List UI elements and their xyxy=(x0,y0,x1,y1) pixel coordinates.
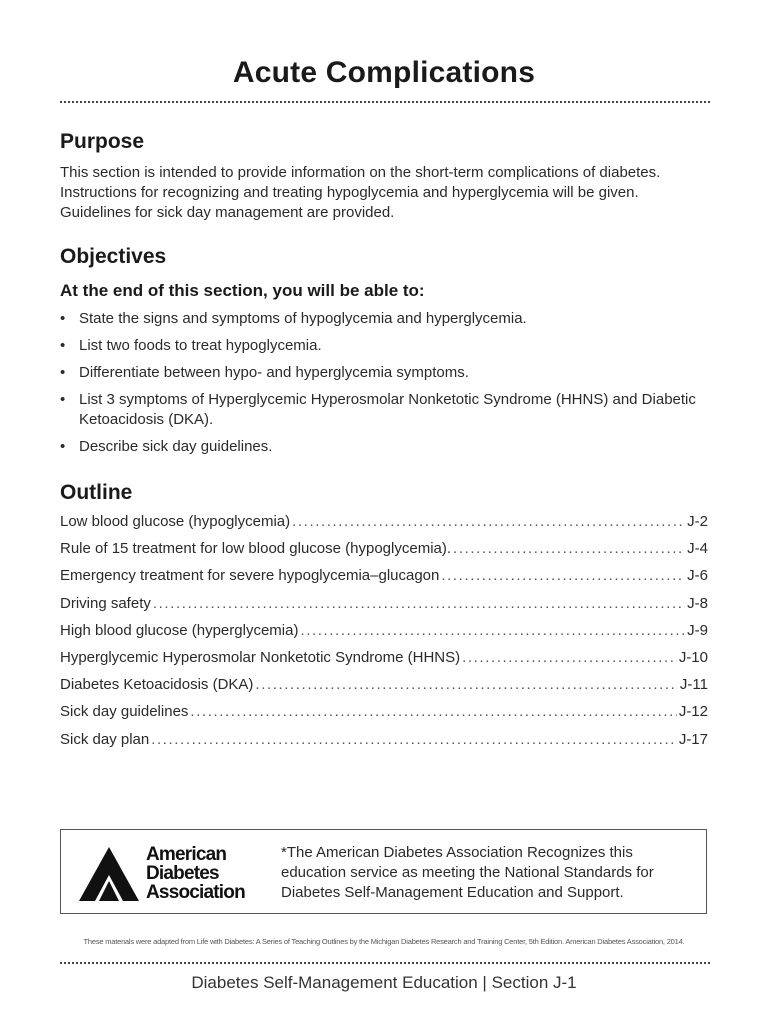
outline-heading: Outline xyxy=(60,481,133,504)
outline-entry: Emergency treatment for severe hypoglycemia–glucagon ..... J-6 xyxy=(60,567,708,594)
outline-list xyxy=(60,513,708,758)
ada-logo-wordmark: American Diabetes Association xyxy=(146,844,245,903)
objectives-heading: Objectives xyxy=(60,245,167,268)
bullet-icon: • xyxy=(60,337,66,354)
purpose-heading: Purpose xyxy=(60,130,145,153)
objective-item: • Describe sick day guidelines. xyxy=(60,438,273,455)
objectives-intro: At the end of this section, you will be able to: xyxy=(60,281,425,300)
dot-leader xyxy=(462,649,677,666)
objective-item: • State the signs and symptoms of hypoglycemia and hyperglycemia. xyxy=(60,310,527,327)
ada-logo xyxy=(79,845,264,901)
dot-leader xyxy=(151,731,677,748)
bullet-icon: • xyxy=(60,364,66,381)
footer-divider xyxy=(60,962,710,964)
purpose-text: This section is intended to provide information on the short-term complications of diabetes. Instructions for recognizing and treating hypoglycemia and hyperglycemia will be given. Guidelines for sick day management are provided. xyxy=(60,164,661,221)
dot-leader xyxy=(300,622,685,639)
bullet-icon: • xyxy=(60,438,66,455)
outline-entry: High blood glucose (hyperglycemia) ..... J-9 xyxy=(60,622,708,649)
objective-item: • List two foods to treat hypoglycemia. xyxy=(60,337,322,354)
outline-entry: Sick day guidelines ..... J-12 xyxy=(60,703,708,730)
dot-leader xyxy=(453,540,685,557)
recognition-text: *The American Diabetes Association Recognizes this education service as meeting the National Standards for Diabetes Self-Management Education and Support. xyxy=(281,844,654,901)
page-title: Acute Complications xyxy=(232,56,536,89)
outline-entry: Low blood glucose (hypoglycemia) ..... J-2 xyxy=(60,513,708,540)
dot-leader xyxy=(441,567,685,584)
objective-item: • Differentiate between hypo- and hyperglycemia symptoms. xyxy=(60,364,469,381)
objective-item: • List 3 symptoms of Hyperglycemic Hyperosmolar Nonketotic Syndrome (HHNS) and Diabetic Ketoacidosis (DKA). xyxy=(60,391,696,428)
bullet-icon: • xyxy=(60,391,66,408)
page-footer: Diabetes Self-Management Education | Section J-1 xyxy=(191,973,577,992)
dot-leader xyxy=(255,676,678,693)
dot-leader xyxy=(190,703,676,720)
dot-leader xyxy=(292,513,685,530)
source-note: These materials were adapted from Life with Diabetes: A Series of Teaching Outlines by the Michigan Diabetes Research and Training Center, 5th Edition. American Diabetes Association, 2014. xyxy=(83,937,685,946)
objectives-list xyxy=(60,309,710,464)
outline-entry: Rule of 15 treatment for low blood glucose (hypoglycemia). ..... J-4 xyxy=(60,540,708,567)
outline-entry: Hyperglycemic Hyperosmolar Nonketotic Syndrome (HHNS) ..... J-10 xyxy=(60,649,708,676)
outline-entry: Driving safety ..... J-8 xyxy=(60,595,708,622)
bullet-icon: • xyxy=(60,310,66,327)
ada-triangle-icon xyxy=(79,847,139,901)
dot-leader xyxy=(153,595,685,612)
recognition-box xyxy=(60,829,707,914)
outline-entry: Sick day plan ..... J-17 xyxy=(60,731,708,758)
outline-entry: Diabetes Ketoacidosis (DKA) ..... J-11 xyxy=(60,676,708,703)
title-divider xyxy=(60,101,710,103)
